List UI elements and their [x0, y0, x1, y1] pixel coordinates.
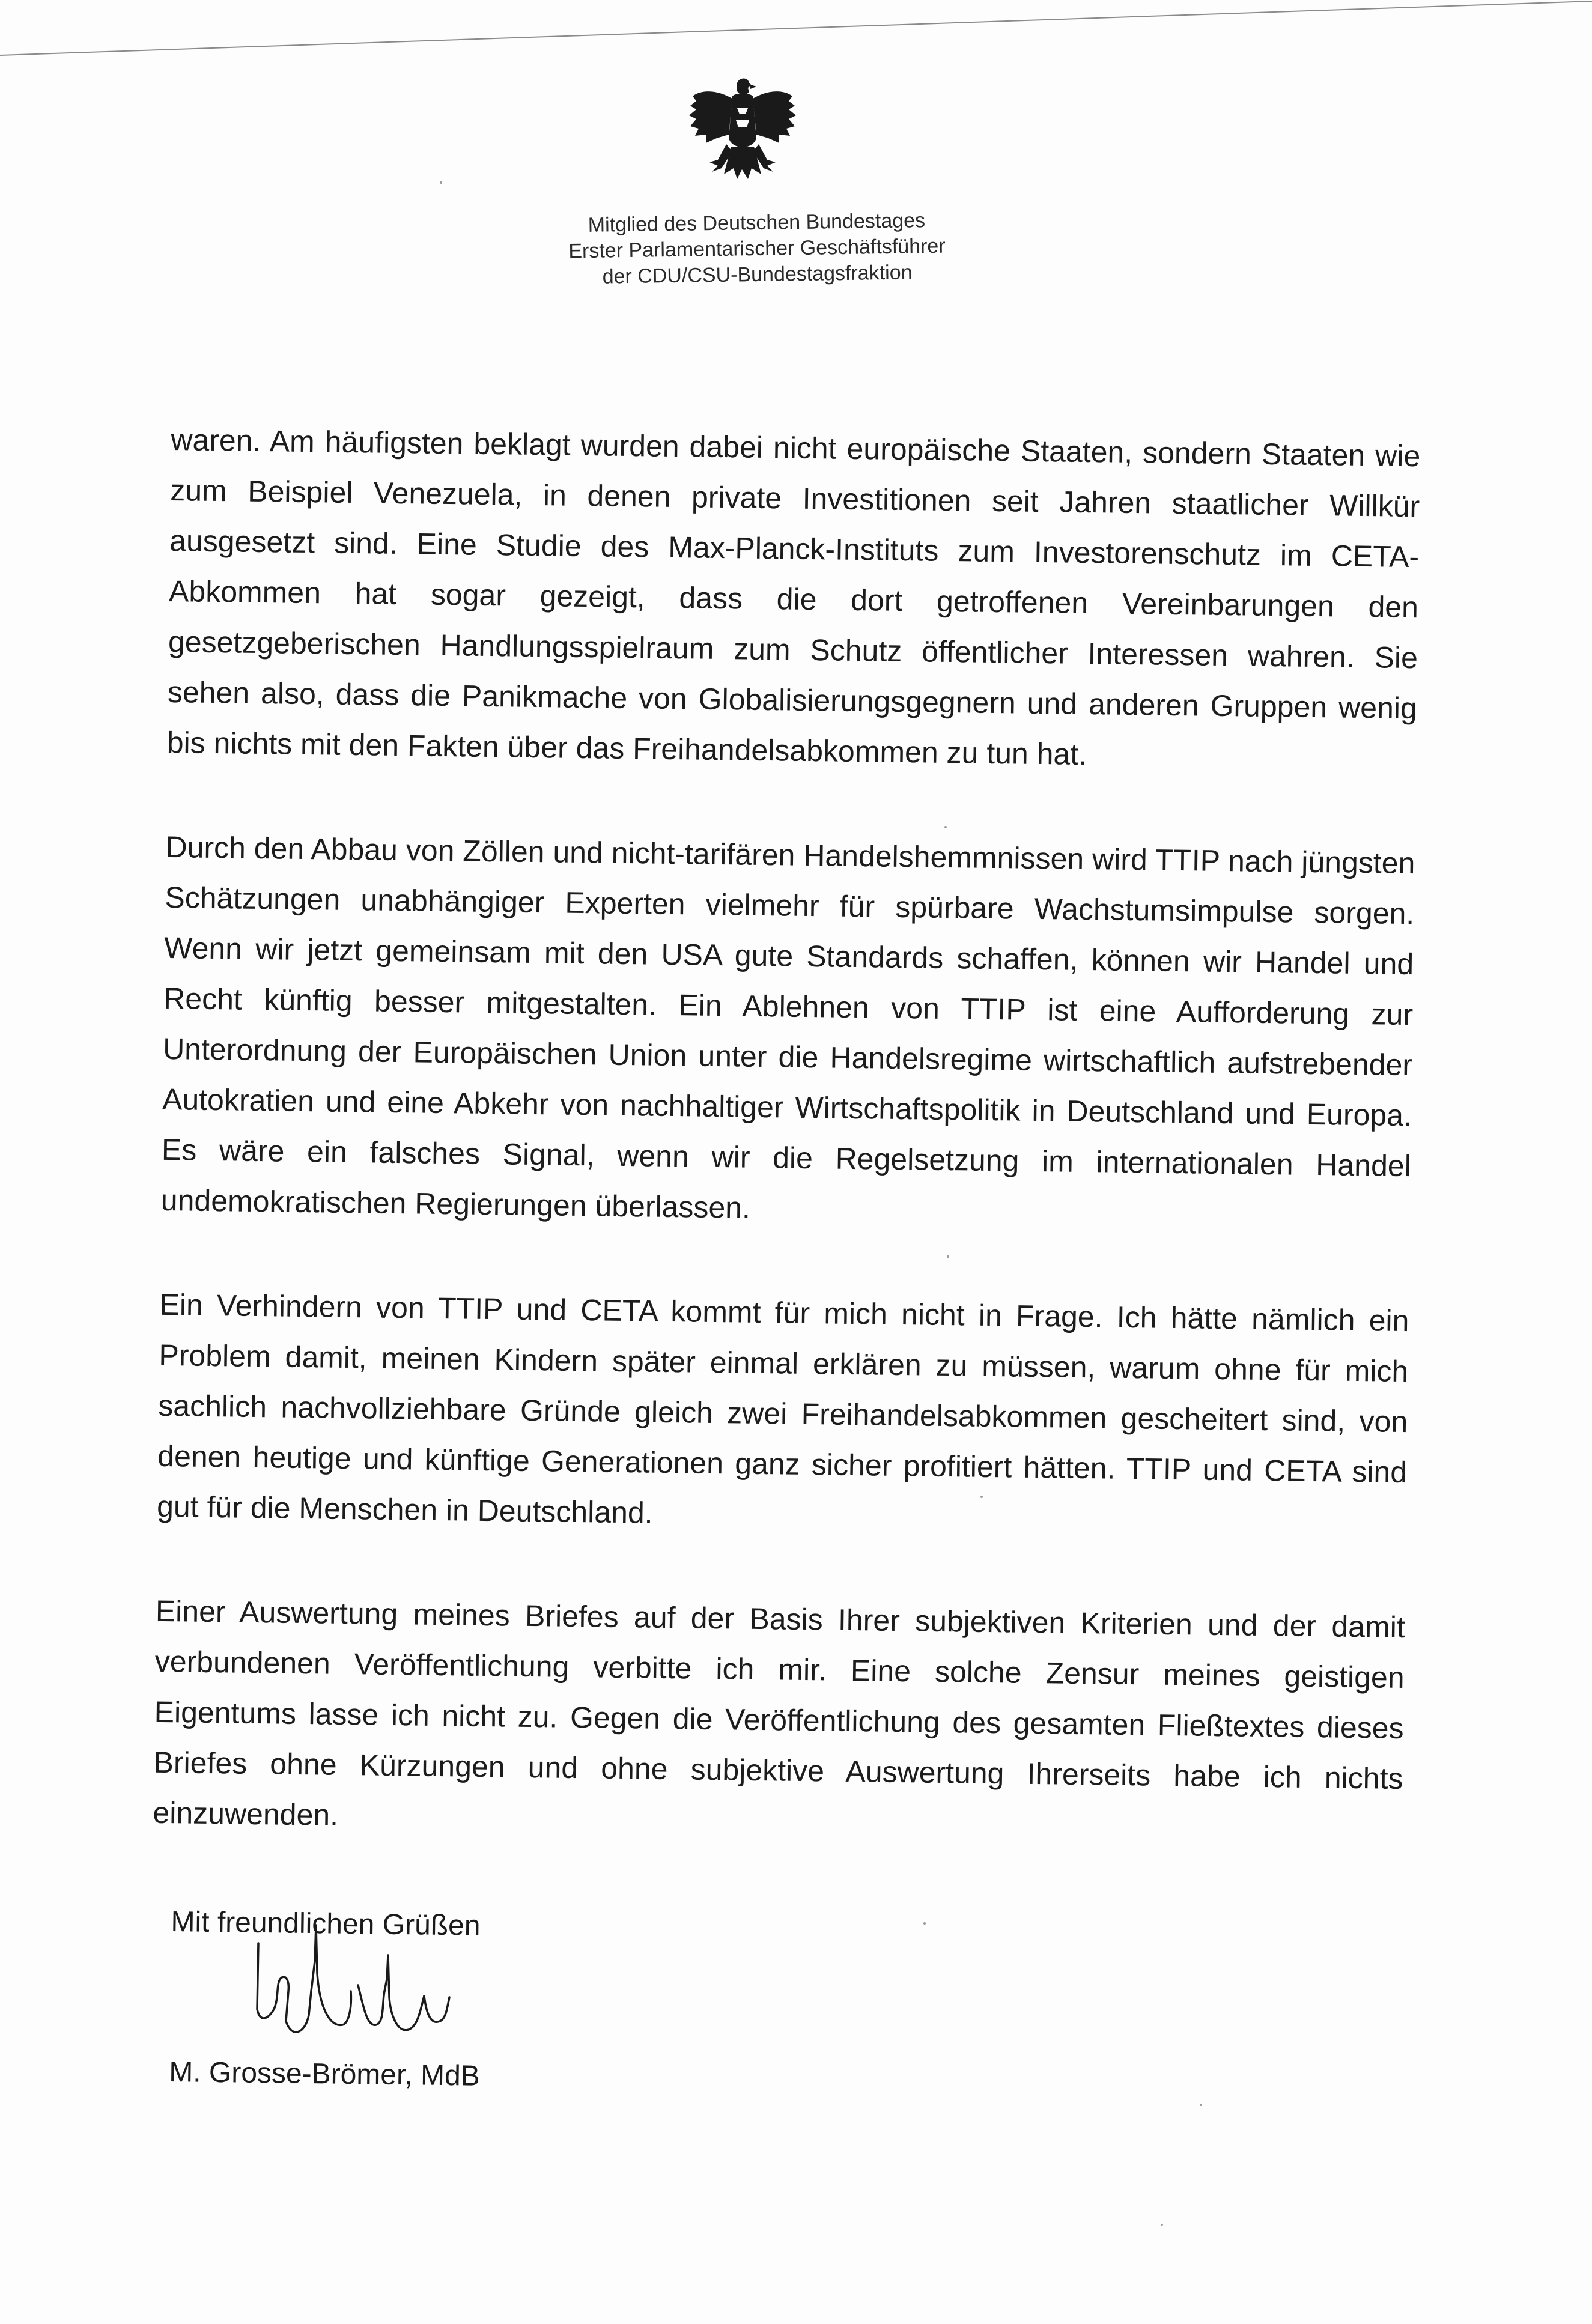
paragraph-2: Durch den Abbau von Zöllen und nicht-tarifären Handelshemmnissen wird TTIP nach jüngsten Schätzungen unabhängiger Experten vielmehr für spürbare Wachstumsimpulse sorgen. Wenn wir jetzt gemeinsam mit den USA gute Standards schaffen, können wir Handel und Recht künftig besser mitgestalten. Ein Ablehnen von TTIP ist eine Aufforderung zur Unterordnung der Europäischen Union unter die Handelsregime wirtschaftlich aufstrebender Autokratien und eine Abkehr von nachhaltiger Wirtschaftspolitik in Deutschland und Europa. Es wäre ein falsches Signal, wenn wir die Regelsetzung im internationalen Handel undemokratischen Regierungen überlassen.	[160, 830, 1415, 1225]
scan-speck	[1161, 2224, 1163, 2226]
scan-speck	[440, 181, 442, 184]
paragraph-1: waren. Am häufigsten beklagt wurden dabei nicht europäische Staaten, sondern Staaten wie zum Beispiel Venezuela, in denen private Investitionen seit Jahren staatlicher Willkür ausgesetzt sind. Eine Studie des Max-Planck-Instituts zum Investorenschutz im CETA-Abkommen hat sogar gezeigt, dass die dort getroffenen Vereinbarungen den gesetzgeberischen Handlungsspielraum zum Schutz öffentlicher Interessen wahren. Sie sehen also, dass die Panikmache von Globalisierungsgegnern und anderen Gruppen wenig bis nichts mit den Fakten über das Freihandelsabkommen zu tun hat.	[166, 422, 1421, 771]
handwritten-signature	[240, 1919, 493, 2075]
scan-speck	[947, 1255, 949, 1258]
scan-speck	[944, 826, 947, 828]
scan-speck	[980, 1496, 983, 1498]
letterhead-line-2: Erster Parlamentarischer Geschäftsführer	[568, 234, 946, 263]
paragraph-3: Ein Verhindern von TTIP und CETA kommt für mich nicht in Frage. Ich hätte nämlich ein Problem damit, meinen Kindern später einmal erklären zu müssen, warum ohne für mich sachlich nachvollziehbare Gründe gleich zwei Freihandelsabkommen gescheitert sind, von denen heutige und künftige Generationen ganz sicher profitiert hätten. TTIP und CETA sind gut für die Menschen in Deutschland.	[156, 1287, 1409, 1530]
paragraph-4: Einer Auswertung meines Briefes auf der Basis Ihrer subjektiven Kriterien und der damit verbundenen Veröffentlichung verbitte ich mir. Eine solche Zensur meines geistigen Eigentums lasse ich nicht zu. Gegen die Veröffentlichung des gesamten Fließtextes dieses Briefes ohne Kürzungen und ohne subjektive Auswertung Ihrerseits habe ich nichts einzuwenden.	[153, 1594, 1406, 1832]
scan-speck	[1200, 2104, 1202, 2106]
scan-edge-line	[0, 0, 1592, 72]
letter-body	[152, 414, 1421, 1908]
scan-speck	[923, 1922, 926, 1925]
letterhead-line-1: Mitglied des Deutschen Bundestages	[588, 209, 926, 237]
letterhead-line-3: der CDU/CSU-Bundestagsfraktion	[602, 261, 913, 288]
signer-name: M. Grosse-Brömer, MdB	[168, 2055, 481, 2092]
letterhead	[528, 207, 986, 291]
federal-eagle-icon	[682, 72, 802, 198]
closing-greeting: Mit freundlichen Grüßen	[171, 1905, 481, 1942]
